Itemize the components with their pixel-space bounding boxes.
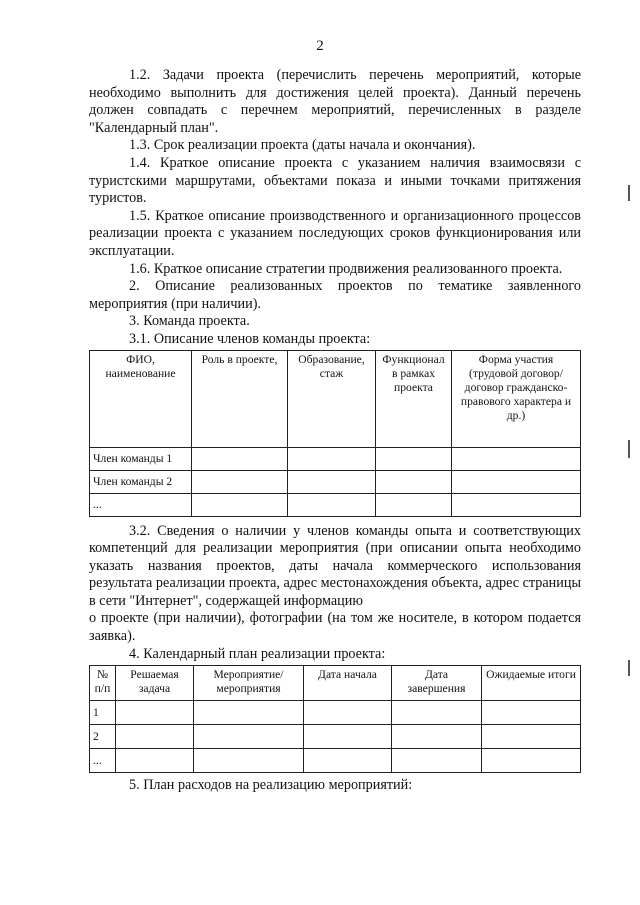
table-cell [194, 749, 304, 773]
table-cell [192, 493, 288, 516]
table-cell [376, 447, 452, 470]
table-cell [192, 447, 288, 470]
table-cell [116, 701, 194, 725]
table-cell [452, 493, 581, 516]
table-cell: ... [90, 749, 116, 773]
paragraph-4: 4. Календарный план реализации проекта: [129, 645, 386, 662]
team-header-function: Функционал в рамках проекта [376, 350, 452, 447]
paragraph-3-1: 3.1. Описание членов команды проекта: [129, 330, 371, 347]
plan-header-number: № п/п [90, 666, 116, 701]
plan-header-end-date: Дата завершения [392, 666, 482, 701]
document-body [89, 67, 581, 795]
table-row [90, 701, 581, 725]
table-cell [392, 725, 482, 749]
table-row [90, 725, 581, 749]
table-cell [116, 749, 194, 773]
table-cell [194, 725, 304, 749]
table-cell [482, 749, 581, 773]
table-row [90, 749, 581, 773]
table-cell [376, 493, 452, 516]
team-header-role: Роль в проекте, [192, 350, 288, 447]
table-cell [116, 725, 194, 749]
paragraph-3-2-continued: о проекте (при наличии), фотографии (на том же носителе, в котором подается заявка). [89, 610, 581, 645]
table-cell [482, 725, 581, 749]
paragraph-1-6: 1.6. Краткое описание стратегии продвижения реализованного проекта. [129, 260, 563, 277]
paragraph-5: 5. План расходов на реализацию мероприятий: [129, 777, 413, 794]
table-cell [192, 470, 288, 493]
table-cell [452, 447, 581, 470]
table-cell: 2 [90, 725, 116, 749]
table-cell: Член команды 1 [90, 447, 192, 470]
paragraph-1-5: 1.5. Краткое описание производственного и организационного процессов реализации проекта с указанием последующих сроков функционирования или эксплуатации. [89, 207, 581, 259]
team-table [89, 350, 581, 517]
table-cell [288, 493, 376, 516]
plan-header-results: Ожидаемые итоги [482, 666, 581, 701]
table-cell: Член команды 2 [90, 470, 192, 493]
table-cell [452, 470, 581, 493]
team-header-participation: Форма участия (трудовой договор/договор гражданско-правового характера и др.) [452, 350, 581, 447]
plan-header-start-date: Дата начала [304, 666, 392, 701]
plan-table-header [90, 666, 581, 701]
calendar-plan-table [89, 665, 581, 773]
table-cell [376, 470, 452, 493]
scan-edge-mark [628, 660, 630, 676]
page-number: 2 [316, 38, 324, 54]
paragraph-3: 3. Команда проекта. [129, 313, 250, 330]
plan-header-activity: Мероприятие/ мероприятия [194, 666, 304, 701]
table-cell [304, 725, 392, 749]
plan-header-task: Решаемая задача [116, 666, 194, 701]
table-row [90, 447, 581, 470]
table-cell [482, 701, 581, 725]
scan-edge-mark [628, 185, 630, 201]
team-header-name: ФИО, наименование [90, 350, 192, 447]
table-cell [288, 470, 376, 493]
table-cell: 1 [90, 701, 116, 725]
table-cell [392, 749, 482, 773]
table-cell [194, 701, 304, 725]
table-cell [392, 701, 482, 725]
paragraph-3-2: 3.2. Сведения о наличии у членов команды опыта и соответствующих компетенций для реализации мероприятия (при описании опыта необходимо указать названия проектов, даты начала коммерческого использования результата реализации проекта, адрес местонахождения объекта, адрес страницы в сети "Интернет", содержащей информацию [89, 522, 581, 609]
table-cell [304, 701, 392, 725]
paragraph-2: 2. Описание реализованных проектов по тематике заявленного мероприятия (при наличии). [89, 278, 581, 312]
paragraph-1-3: 1.3. Срок реализации проекта (даты начала и окончания). [129, 137, 476, 154]
scan-edge-mark [628, 440, 630, 458]
team-table-header [90, 350, 581, 447]
table-cell: ... [90, 493, 192, 516]
table-row [90, 493, 581, 516]
table-row [90, 470, 581, 493]
paragraph-1-2: 1.2. Задачи проекта (перечислить перечень мероприятий, которые необходимо выполнить для достижения целей проекта). Данный перечень должен совпадать с перечнем мероприятий, перечисленных в разделе "Календарный план". [89, 67, 581, 136]
table-cell [288, 447, 376, 470]
paragraph-1-4: 1.4. Краткое описание проекта с указанием наличия взаимосвязи с туристскими маршрутами, объектами показа и иными точками притяжения туристов. [89, 154, 581, 207]
team-header-education: Образование, стаж [288, 350, 376, 447]
table-cell [304, 749, 392, 773]
